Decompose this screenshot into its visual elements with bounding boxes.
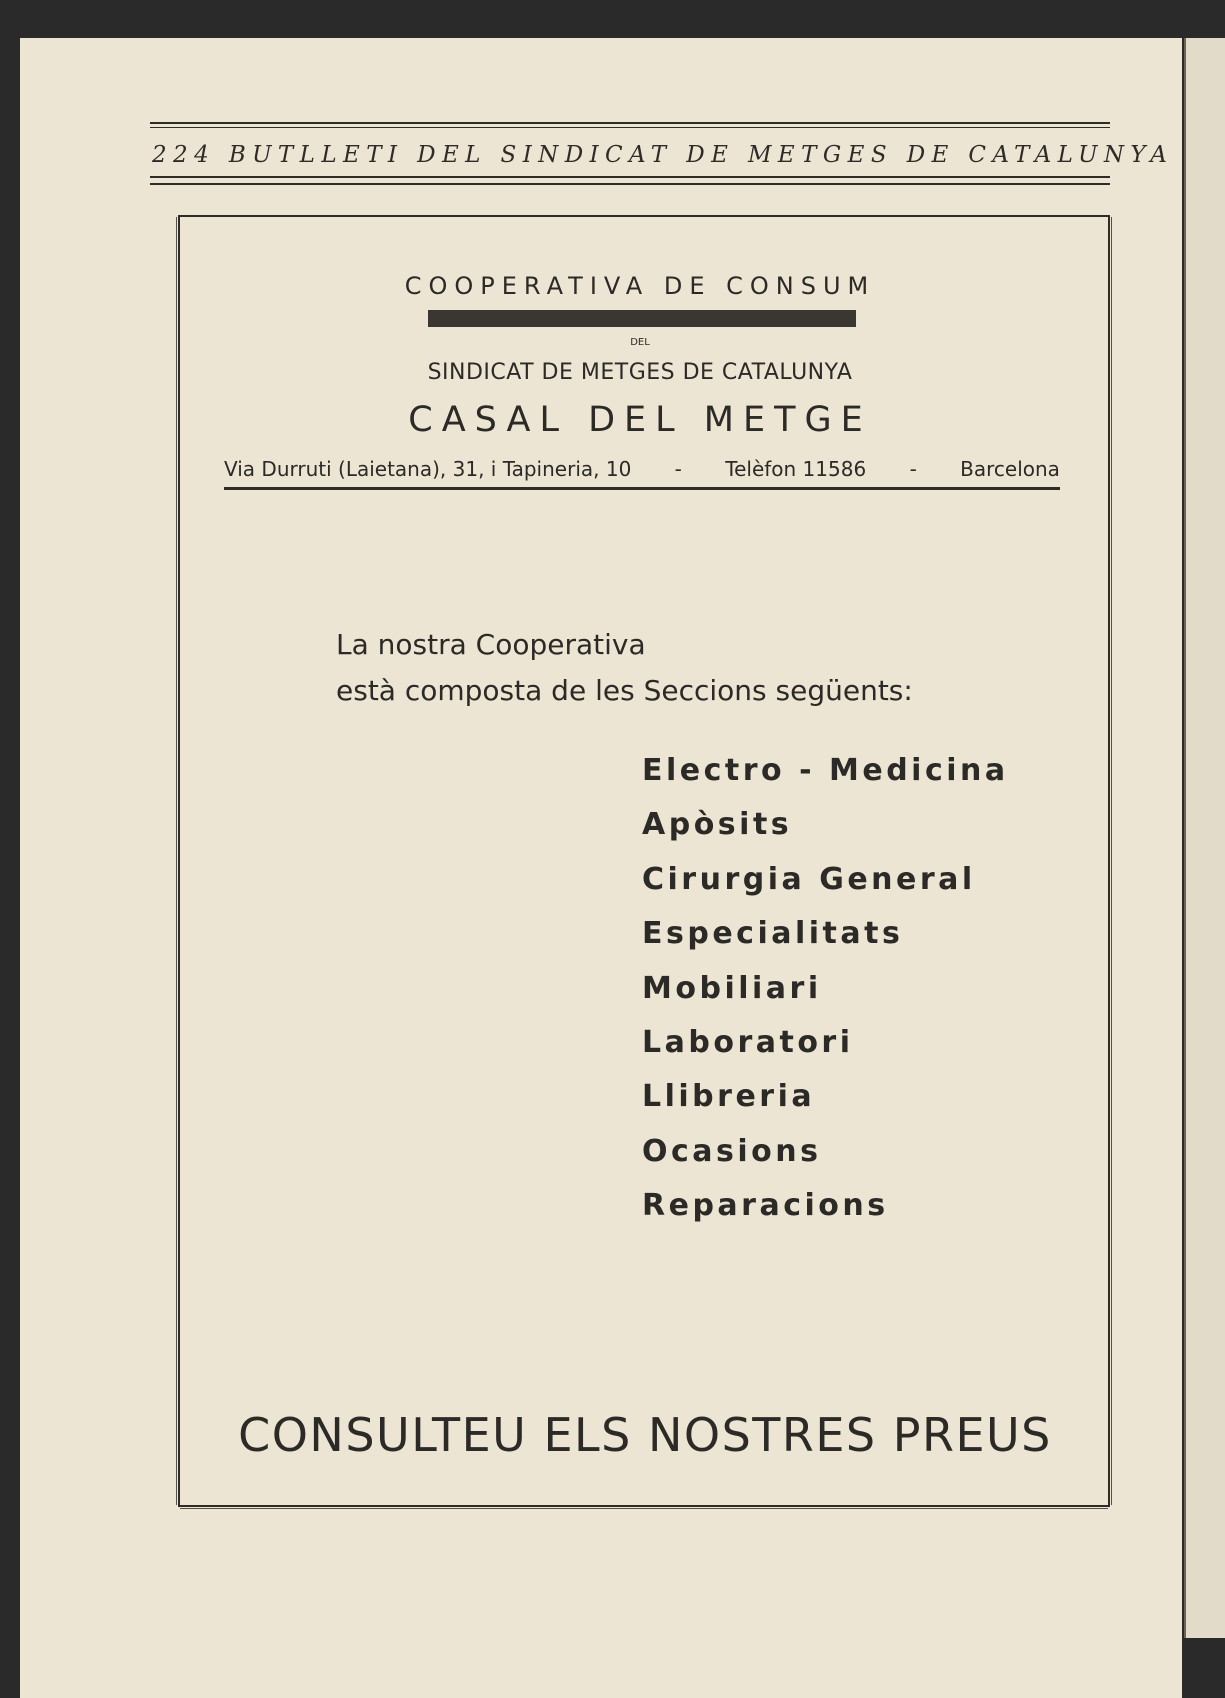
header-rule-bottom	[150, 176, 1110, 178]
section-item: Ocasions	[642, 1133, 822, 1169]
address-separator: -	[909, 457, 917, 481]
sections-list	[642, 744, 1009, 1234]
call-to-action: CONSULTEU ELS NOSTRES PREUS	[238, 1408, 1052, 1462]
section-item: Apòsits	[642, 807, 793, 843]
header-rule-top	[150, 122, 1110, 124]
heading-band	[428, 310, 856, 327]
ad-heading: COOPERATIVA DE CONSUM	[404, 272, 876, 300]
section-item: Cirurgia General	[642, 861, 976, 897]
section-item: Laboratori	[642, 1024, 854, 1060]
frame-shadow-right	[1111, 217, 1112, 1505]
frame-shadow-bottom	[180, 1508, 1108, 1509]
ad-organization: SINDICAT DE METGES DE CATALUNYA	[427, 360, 853, 385]
ad-address	[224, 457, 1060, 481]
address-city: Barcelona	[960, 457, 1060, 481]
address-phone: Telèfon 11586	[725, 457, 867, 481]
facing-page-edge	[1184, 38, 1225, 1638]
section-item: Llibreria	[642, 1079, 816, 1115]
section-item: Electro - Medicina	[642, 753, 1009, 788]
journal-title: BUTLLETI DEL SINDICAT DE METGES DE CATALUNYA	[228, 142, 1174, 168]
page-number: 224	[152, 142, 216, 168]
section-item: Mobiliari	[642, 970, 822, 1006]
header-rule-bottom-second	[150, 183, 1110, 185]
running-head	[152, 142, 1174, 168]
address-street: Via Durruti (Laietana), 31, i Tapineria, 10	[224, 457, 632, 481]
ad-name: CASAL DEL METGE	[408, 400, 872, 440]
intro-line: La nostra Cooperativa	[336, 628, 646, 661]
section-item: Reparacions	[642, 1188, 889, 1224]
ad-connector: DEL	[630, 337, 650, 348]
section-item: Especialitats	[642, 916, 904, 952]
address-separator: -	[674, 457, 682, 481]
ad-intro	[336, 622, 913, 714]
header-rule-top-thin	[150, 127, 1110, 128]
intro-line: està composta de les Seccions següents:	[336, 674, 913, 707]
frame-shadow-left	[176, 217, 177, 1505]
address-underline	[224, 487, 1060, 490]
